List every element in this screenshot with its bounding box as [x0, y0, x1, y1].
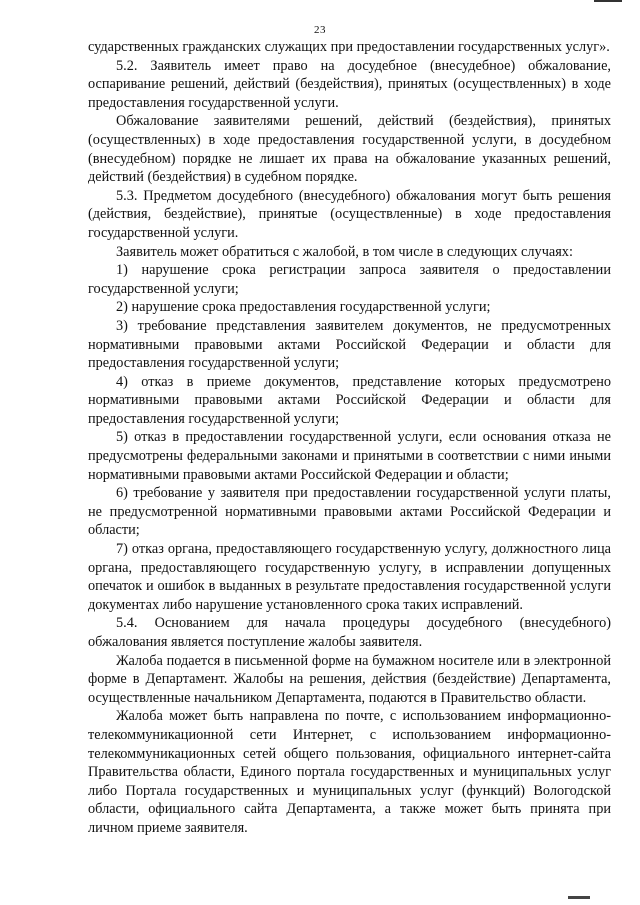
paragraph-5-4: 5.4. Основанием для начала процедуры досудебного (внесудебного) обжалования является поступление жалобы заявителя.	[88, 615, 611, 650]
paragraph-5-2: 5.2. Заявитель имеет право на досудебное (внесудебное) обжалование, оспаривание решений, действий (бездействия), принятых (осуществленных) в ходе предоставления государственной услуги.	[88, 57, 611, 111]
paragraph-complaint-cases-intro: Заявитель может обратиться с жалобой, в том числе в следующих случаях:	[116, 243, 573, 260]
paragraph-complaint-form: Жалоба подается в письменной форме на бумажном носителе или в электронной форме в Департамент. Жалобы на решения, действия (бездействие) Департамента, осуществленные начальником Департамента, подаются в Правительство области.	[88, 652, 611, 706]
list-item-3: 3) требование представления заявителем документов, не предусмотренных нормативными правовыми актами Российской Федерации и области для предоставления государственной услуги;	[88, 317, 611, 372]
paragraph-continuation: сударственных гражданских служащих при предоставлении государственных услуг».	[88, 39, 610, 55]
paragraph-5-3: 5.3. Предметом досудебного (внесудебного) обжалования могут быть решения (действия, бездействие), принятые (осуществленные) в ходе предоставления государственной услуги.	[88, 187, 611, 241]
list-item-4: 4) отказ в приеме документов, представление которых предусмотрено нормативными правовыми актами Российской Федерации и области для предоставления государственной услуги;	[88, 373, 611, 427]
list-item-5: 5) отказ в предоставлении государственной услуги, если основания отказа не предусмотрены федеральными законами и принятыми в соответствии с ними иными нормативными правовыми актами Российской Федерации и области;	[88, 429, 611, 483]
paragraph-appeal-rights: Обжалование заявителями решений, действий (бездействия), принятых (осуществленных) в ходе предоставления государственной услуги, в досудебном (внесудебном) порядке не лишает их права на обжалование указанных решений, действий (бездействия) в судебном порядке.	[88, 113, 611, 186]
scan-bottom-mark	[568, 896, 590, 899]
page-number: 23	[314, 24, 326, 36]
scan-corner-mark	[594, 0, 622, 2]
list-item-7: 7) отказ органа, предоставляющего государственную услугу, должностного лица органа, предоставляющего государственную услугу, в исправлении допущенных опечаток и ошибок в выданных в результате предоставления государственной услуги документах либо нарушение установленного срока таких исправлений.	[88, 541, 611, 613]
list-item-6: 6) требование у заявителя при предоставлении государственной услуги платы, не предусмотренной нормативными правовыми актами Российской Федерации и области;	[88, 485, 611, 539]
list-item-1: 1) нарушение срока регистрации запроса заявителя о предоставлении государственной услуги;	[88, 262, 611, 297]
document-body	[88, 38, 611, 838]
paragraph-complaint-channels: Жалоба может быть направлена по почте, с использованием информационно-телекоммуникационной сети Интернет, с использованием информационно-телекоммуникационных сетей общего пользования, официального интернет-сайта Правительства области, Единого портала государственных и муниципальных услуг либо Портала государственных и муниципальных услуг (функций) Вологодской области, официального сайта Департамента, а также может быть принята при личном приеме заявителя.	[88, 708, 611, 836]
list-item-2: 2) нарушение срока предоставления государственной услуги;	[116, 299, 491, 316]
